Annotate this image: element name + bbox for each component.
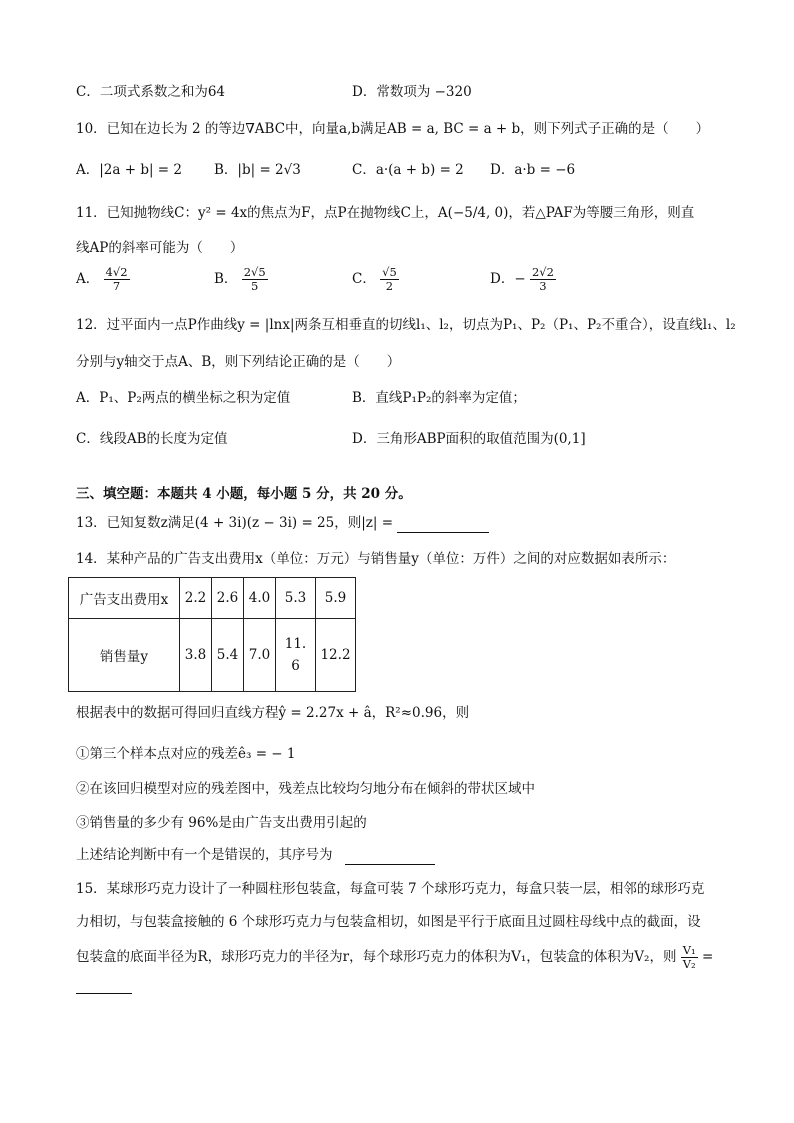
q12-stem-line2: 分别与y轴交于点A、B，则下列结论正确的是（ ）: [76, 354, 401, 370]
q11-option-c-label: C．: [352, 271, 376, 287]
q15-line-1: 15．某球形巧克力设计了一种圆柱形包装盒，每盒可装 7 个球形巧克力，每盒只装一层，相邻的球形巧克: [76, 881, 705, 897]
q14-conclusion-text: 上述结论判断中有一个是错误的，其序号为: [76, 847, 333, 863]
q15-answer-blank[interactable]: [76, 993, 132, 994]
q13-answer-blank[interactable]: [397, 518, 489, 533]
q11-option-d-fraction: [530, 266, 556, 293]
table-cell: 7.0: [244, 619, 276, 692]
q14-item-2: ②在该回归模型对应的残差图中，残差点比较均匀地分布在倾斜的带状区域中: [76, 781, 535, 797]
q13-stem: [76, 513, 489, 533]
q14-item-1: ①第三个样本点对应的残差ê₃ = − 1: [76, 746, 296, 762]
q12-option-c: C．线段AB的长度为定值: [76, 431, 228, 447]
q11-option-a-label: A．: [76, 271, 100, 287]
q12-option-a: A．P₁、P₂两点的横坐标之积为定值: [76, 390, 291, 406]
table-header-x: 广告支出费用x: [69, 578, 180, 619]
q11-option-c-num: √5: [382, 265, 397, 279]
q9-option-c: C．二项式系数之和为64: [76, 84, 226, 100]
table-cell: 2.2: [180, 578, 212, 619]
q11-option-d-num: 2√2: [531, 265, 554, 279]
q11-option-c-den: 2: [385, 279, 394, 293]
q11-option-d: [490, 266, 556, 293]
q11-option-b: [214, 266, 268, 293]
q14-item-3: ③销售量的多少有 96%是由广告支出费用引起的: [76, 815, 367, 831]
section-3-heading: 三、填空题：本题共 4 小题，每小题 5 分，共 20 分。: [76, 486, 412, 502]
q10-option-a: A．|2a + b| = 2: [76, 162, 183, 178]
q9-option-d: D．常数项为 −320: [352, 84, 472, 100]
q15-frac-num: V₁: [682, 943, 696, 957]
table-cell: 5.4: [212, 619, 244, 692]
q13-stem-text: 13．已知复数z满足(4 + 3i)(z − 3i) = 25，则|z| =: [76, 515, 394, 531]
q12-option-d: D．三角形ABP面积的取值范围为(0,1]: [352, 431, 586, 447]
q11-option-a: [76, 266, 130, 293]
q11-option-d-label: D．−: [490, 271, 526, 287]
q15-line-3-text: 包装盒的底面半径为R，球形巧克力的半径为r，每个球形巧克力的体积为V₁，包装盒的体积为V₂，则: [76, 949, 677, 965]
table-cell: 5.3: [276, 578, 316, 619]
q14-data-table: [68, 577, 356, 692]
q11-option-c: [352, 266, 399, 293]
q11-option-b-fraction: [242, 266, 268, 293]
q10-option-d: D．a·b = −6: [490, 162, 576, 178]
q15-equals: =: [701, 949, 714, 965]
q14-answer-blank[interactable]: [345, 850, 435, 865]
q15-volume-fraction: [681, 944, 698, 971]
table-cell: 4.0: [244, 578, 276, 619]
q10-option-b: B．|b| = 2√3: [214, 162, 301, 178]
q12-option-b: B．直线P₁P₂的斜率为定值；: [352, 390, 526, 406]
table-cell: 11. 6: [276, 619, 316, 692]
q11-option-b-label: B．: [214, 271, 238, 287]
q15-frac-den: V₂: [682, 957, 696, 971]
q11-option-a-den: 7: [112, 279, 121, 293]
table-cell: 12.2: [316, 619, 356, 692]
table-cell: 3.8: [180, 619, 212, 692]
q11-option-a-fraction: [104, 266, 130, 293]
q15-line-3: [76, 944, 713, 971]
table-cell: 5.9: [316, 578, 356, 619]
table-row: [69, 619, 356, 692]
q11-option-d-den: 3: [539, 279, 547, 293]
q11-stem-line2: 线AP的斜率可能为（ ）: [76, 240, 244, 256]
table-row: [69, 578, 356, 619]
q14-after-table: 根据表中的数据可得回归直线方程ŷ = 2.27x + â，R²≈0.96，则: [76, 705, 470, 721]
q10-stem: 10．已知在边长为 2 的等边∇ABC中，向量a,b满足AB = a, BC = a + b，则下列式子正确的是（ ）: [76, 121, 710, 137]
q11-option-c-fraction: [380, 266, 399, 293]
table-cell: 2.6: [212, 578, 244, 619]
q14-stem: 14．某种产品的广告支出费用x（单位：万元）与销售量y（单位：万件）之间的对应数据如表所示：: [76, 551, 676, 567]
q15-line-2: 力相切，与包装盒接触的 6 个球形巧克力与包装盒相切，如图是平行于底面且过圆柱母线中点的截面，设: [76, 914, 701, 930]
q10-option-c: C．a·(a + b) = 2: [352, 162, 464, 178]
q11-stem-line1: 11．已知抛物线C：y² = 4x的焦点为F，点P在抛物线C上，A(−5/4, 0)，若△PAF为等腰三角形，则直: [76, 205, 695, 221]
q14-conclusion: [76, 845, 435, 865]
q11-option-a-num: 4√2: [105, 265, 128, 279]
q12-stem-line1: 12．过平面内一点P作曲线y = |lnx|两条互相垂直的切线l₁、l₂，切点为P₁、P₂（P₁、P₂不重合），设直线l₁、l₂: [76, 317, 736, 333]
table-header-y: 销售量y: [69, 619, 180, 692]
q11-option-b-den: 5: [251, 279, 259, 293]
q11-option-b-num: 2√5: [243, 265, 266, 279]
